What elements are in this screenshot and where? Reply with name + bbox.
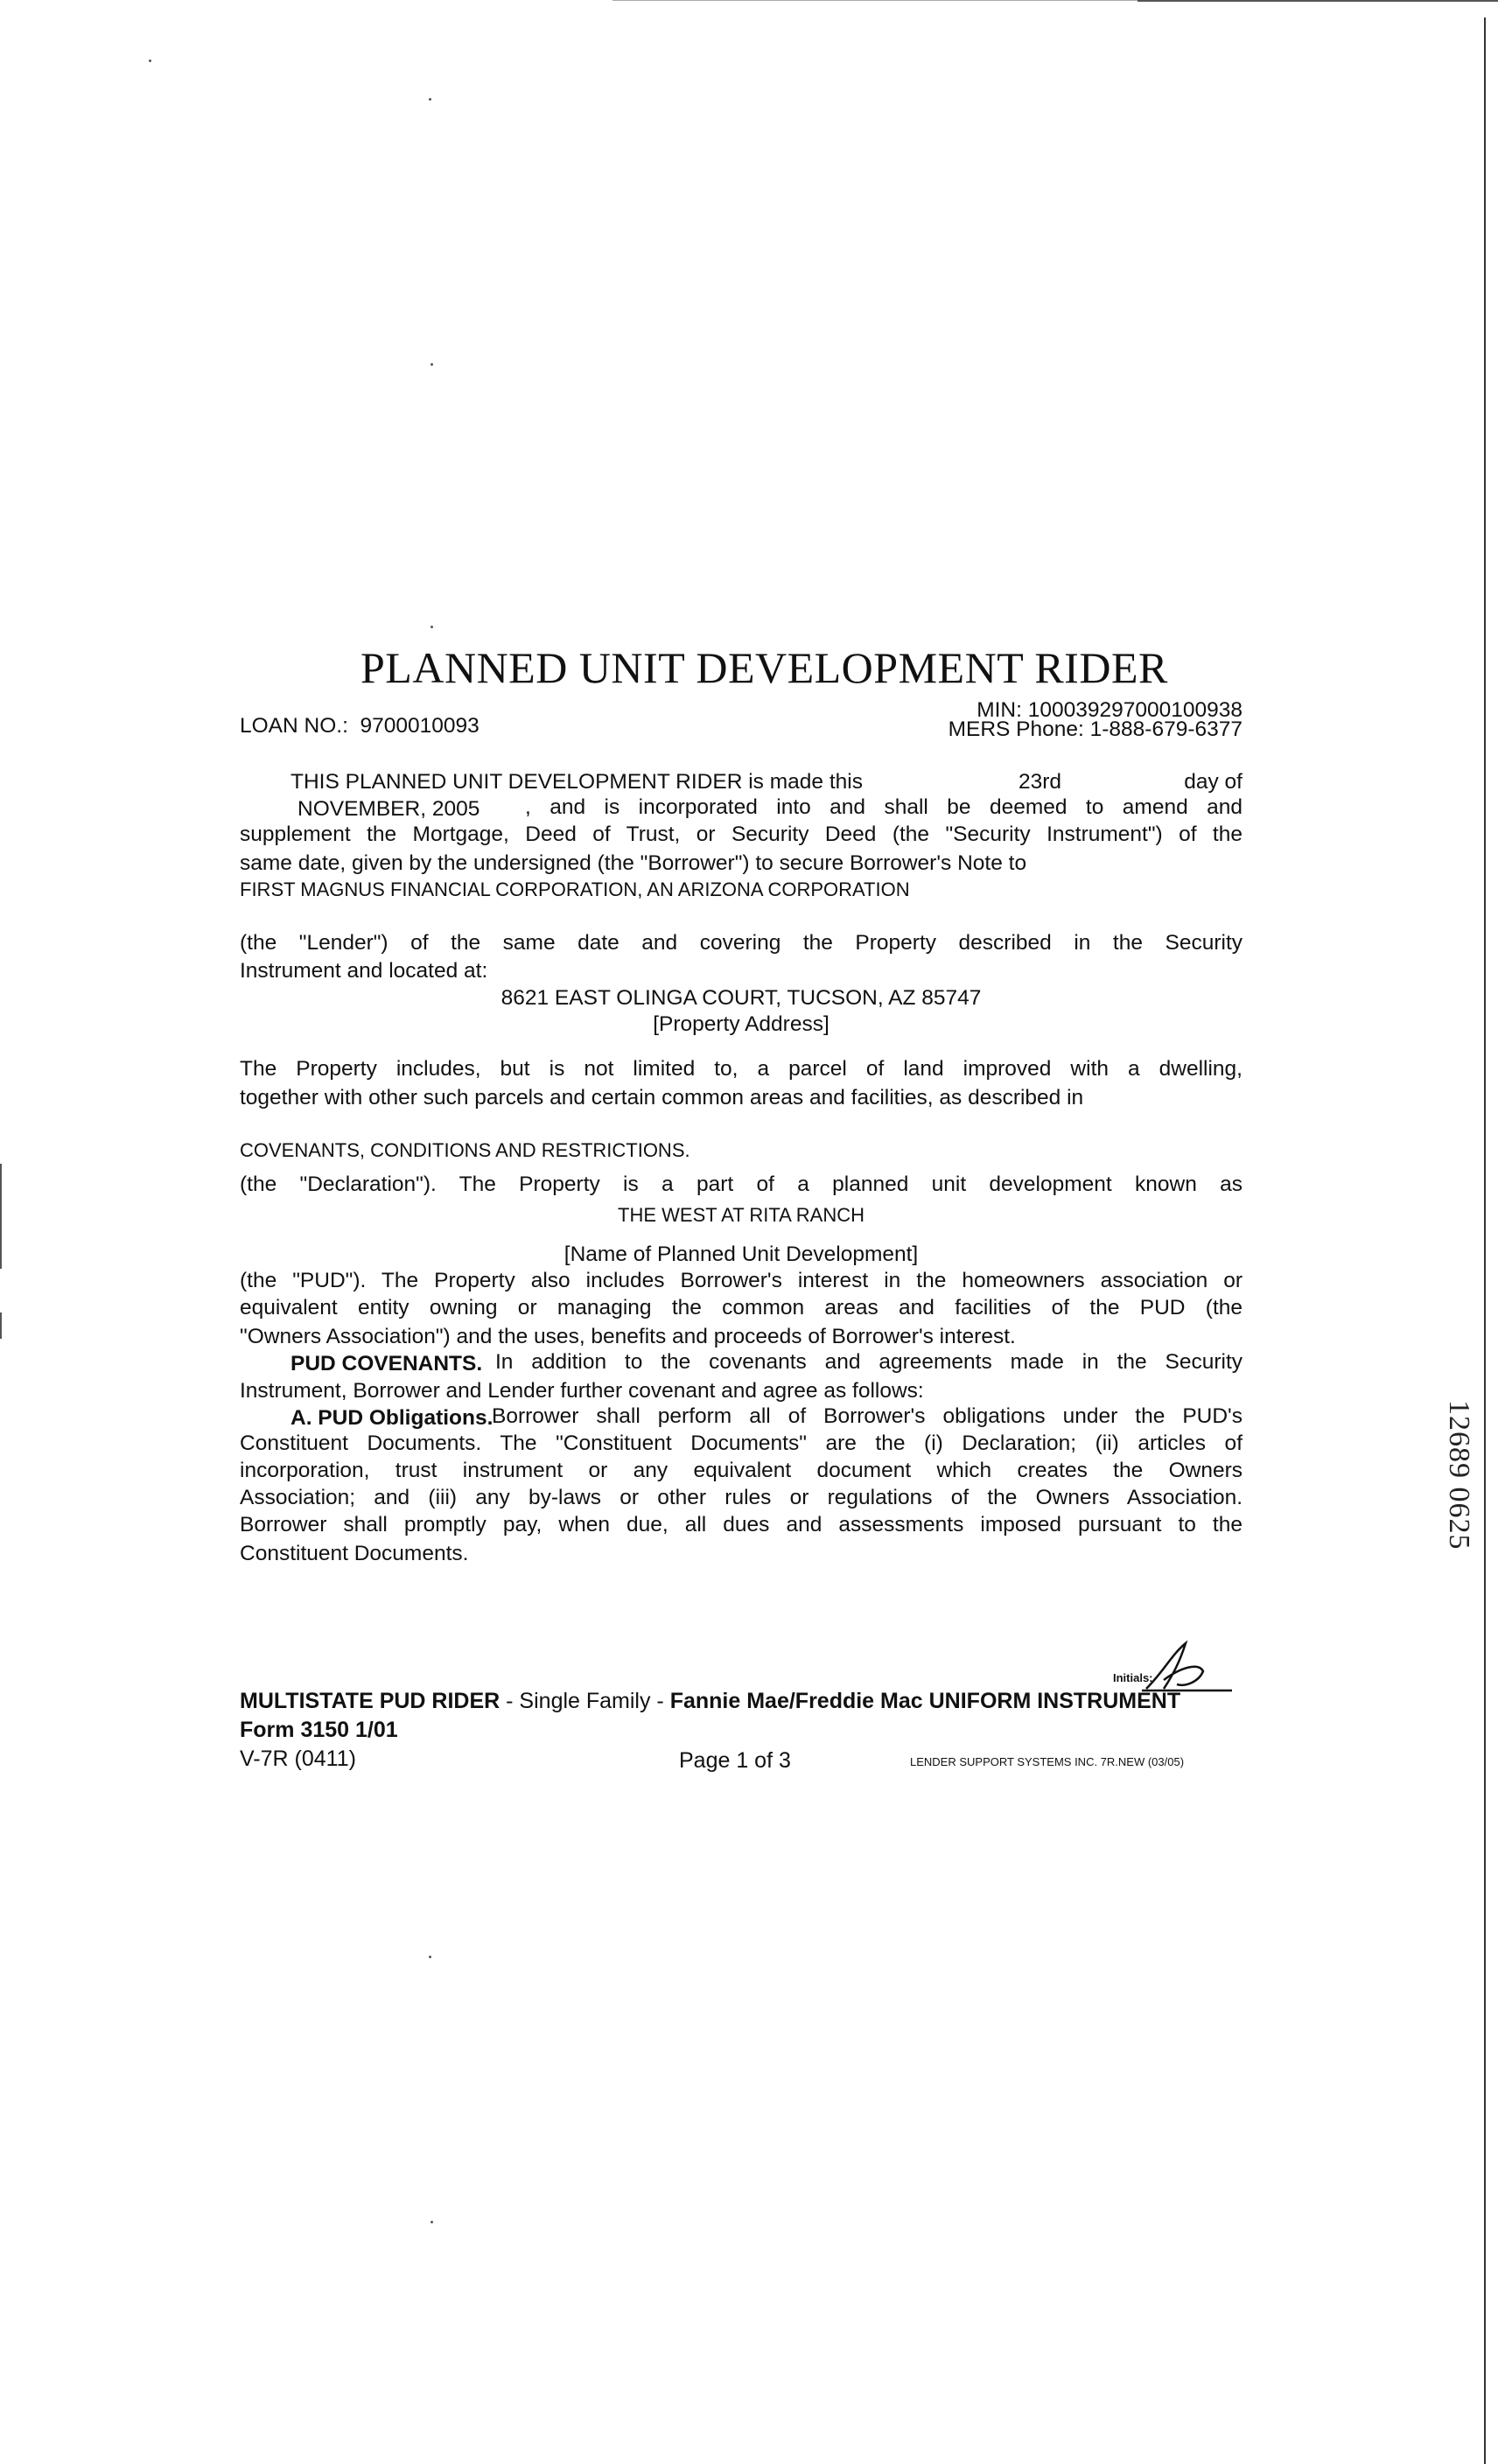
declaration-name: COVENANTS, CONDITIONS AND RESTRICTIONS.	[240, 1139, 690, 1161]
intro-day-of: day of	[1184, 770, 1242, 794]
pud-name-caption: [Name of Planned Unit Development]	[564, 1242, 919, 1266]
footer-single-family: - Single Family -	[500, 1689, 670, 1713]
document-title: PLANNED UNIT DEVELOPMENT RIDER	[360, 643, 1168, 692]
scan-speck	[429, 1956, 431, 1958]
property-para-line-1: The Property includes, but is not limited to, a parcel of land improved with a dwelling,	[240, 1057, 1242, 1081]
section-a-line-3: incorporation, trust instrument or any equivalent document which creates the Owners	[240, 1459, 1242, 1482]
lender-name: FIRST MAGNUS FINANCIAL CORPORATION, AN ARIZONA CORPORATION	[240, 878, 910, 900]
scan-right-edge	[1484, 18, 1486, 2464]
intro-month-year: NOVEMBER, 2005	[298, 797, 480, 821]
section-a-heading: A. PUD Obligations.	[290, 1406, 494, 1430]
scan-speck	[429, 98, 431, 101]
intro-line-4: same date, given by the undersigned (the "Borrower") to secure Borrower's Note to	[240, 851, 1027, 875]
lender-para-line-2: Instrument and located at:	[240, 959, 488, 983]
scan-speck	[430, 2221, 433, 2223]
footer-form-number: Form 3150 1/01	[240, 1718, 398, 1742]
lender-para-line-1: (the "Lender") of the same date and covering the Property described in the Security	[240, 931, 1242, 955]
footer-multistate: MULTISTATE PUD RIDER	[240, 1689, 500, 1713]
covenants-line-1	[290, 1350, 482, 1377]
scan-left-mark	[0, 1164, 2, 1269]
scan-speck	[430, 363, 433, 366]
property-para-line-4: (the "PUD"). The Property also includes Borrower's interest in the homeowners association or	[240, 1269, 1242, 1292]
loan-number-label: LOAN NO.:	[240, 714, 348, 738]
section-a-line-6: Constituent Documents.	[240, 1542, 469, 1565]
min-number: MIN: 100039297000100938	[976, 698, 1242, 722]
intro-line-3: supplement the Mortgage, Deed of Trust, or Security Deed (the "Security Instrument") of the	[240, 822, 1242, 846]
scan-top-edge-dark	[1138, 0, 1498, 2]
section-a-line-4: Association; and (iii) any by-laws or other rules or regulations of the Owners Association.	[240, 1486, 1242, 1509]
footer-version: V-7R (0411)	[240, 1746, 356, 1771]
property-para-line-2: together with other such parcels and certain common areas and facilities, as described in	[240, 1086, 1084, 1110]
footer-line-1	[240, 1689, 1180, 1714]
scan-speck	[149, 60, 151, 62]
pud-name: THE WEST AT RITA RANCH	[618, 1204, 864, 1226]
intro-line-1: THIS PLANNED UNIT DEVELOPMENT RIDER is made this	[290, 770, 863, 794]
property-address: 8621 EAST OLINGA COURT, TUCSON, AZ 85747	[500, 986, 982, 1010]
loan-number: 9700010093	[360, 714, 480, 738]
property-para-line-3: (the "Declaration"). The Property is a part of a planned unit development known as	[240, 1172, 1242, 1196]
scan-top-edge	[612, 0, 1138, 1]
mers-phone: MERS Phone: 1-888-679-6377	[948, 718, 1242, 741]
loan-number-row	[240, 712, 480, 739]
scan-left-mark	[0, 1312, 2, 1339]
covenants-heading: PUD COVENANTS.	[290, 1352, 483, 1376]
recording-number-stamp: 12689 0625	[1443, 1400, 1475, 1550]
intro-line-2: , and is incorporated into and shall be deemed to amend and	[525, 795, 1242, 819]
scan-speck	[430, 626, 433, 628]
section-a-line-5: Borrower shall promptly pay, when due, all dues and assessments imposed pursuant to the	[240, 1513, 1242, 1536]
property-para-line-5: equivalent entity owning or managing the common areas and facilities of the PUD (the	[240, 1296, 1242, 1320]
footer-page-number: Page 1 of 3	[679, 1748, 791, 1773]
property-para-line-6: "Owners Association") and the uses, benefits and proceeds of Borrower's interest.	[240, 1325, 1016, 1348]
initials-label: Initials:	[1113, 1671, 1153, 1684]
section-a-line-1: Borrower shall perform all of Borrower's obligations under the PUD's	[492, 1404, 1242, 1428]
footer-vendor: LENDER SUPPORT SYSTEMS INC. 7R.NEW (03/05)	[910, 1755, 1185, 1768]
covenants-line-1-text: In addition to the covenants and agreements made in the Security	[495, 1350, 1242, 1374]
property-address-caption: [Property Address]	[653, 1012, 830, 1036]
section-a-heading-wrap	[290, 1404, 493, 1432]
intro-day: 23rd	[1018, 770, 1062, 794]
covenants-line-2: Instrument, Borrower and Lender further covenant and agree as follows:	[240, 1379, 924, 1403]
section-a-line-2: Constituent Documents. The "Constituent Documents" are the (i) Declaration; (ii) articles of	[240, 1432, 1242, 1455]
footer-uniform-instrument: Fannie Mae/Freddie Mac UNIFORM INSTRUMENT	[669, 1689, 1181, 1713]
